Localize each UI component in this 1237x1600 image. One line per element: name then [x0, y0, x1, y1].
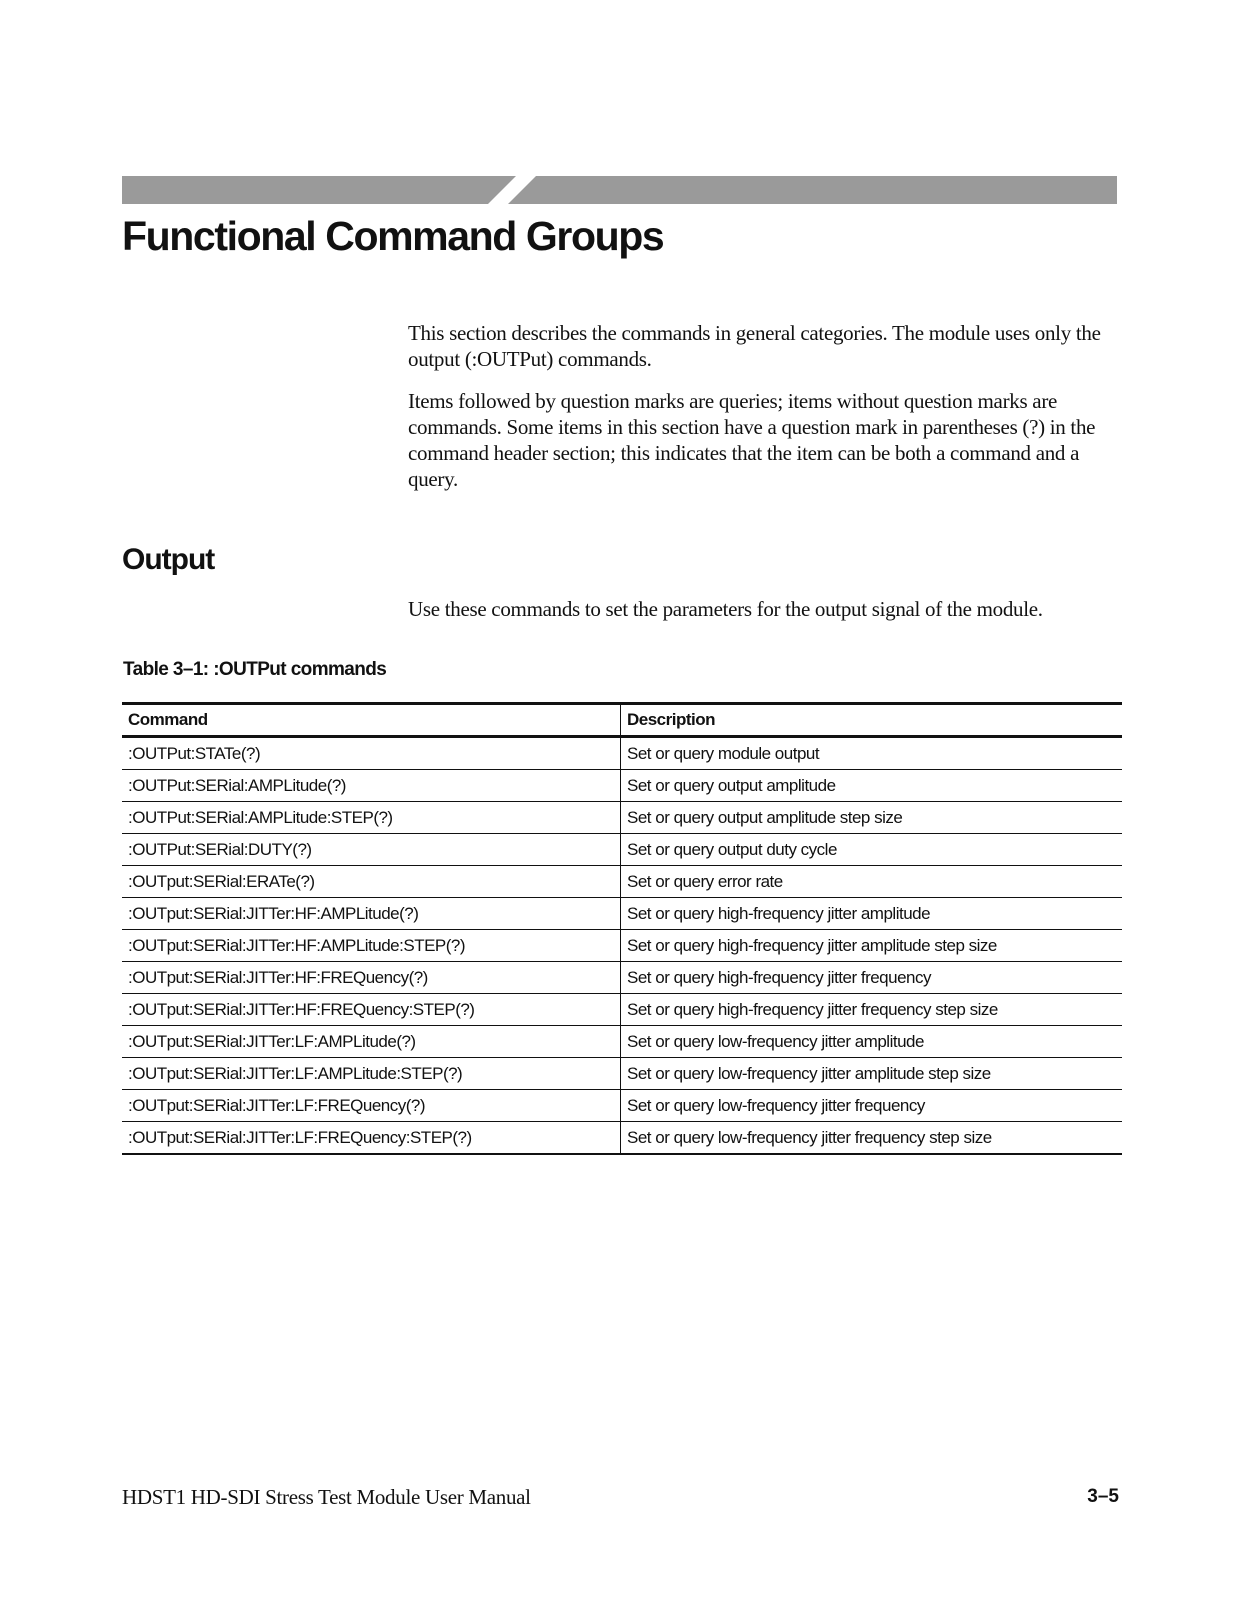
table-row	[122, 962, 1122, 994]
description-cell: Set or query high-frequency jitter amplitude	[627, 903, 931, 923]
description-cell: Set or query high-frequency jitter frequency	[627, 967, 932, 987]
description-cell: Set or query high-frequency jitter frequency step size	[627, 999, 998, 1019]
description-cell: Set or query error rate	[627, 871, 783, 891]
table-row	[122, 802, 1122, 834]
table-row	[122, 994, 1122, 1026]
intro-paragraph: Items followed by question marks are queries; items without question marks are commands. Some items in this section have a question mark in parentheses (?) in the command header section; this indicates that the item can be both a command and a query.	[408, 389, 1096, 491]
command-cell: :OUTput:SERial:JITTer:LF:FREQuency:STEP(?)	[122, 1122, 621, 1155]
description-cell: Set or query output amplitude	[627, 775, 836, 795]
table-row	[122, 1122, 1122, 1155]
description-cell: Set or query low-frequency jitter frequency step size	[627, 1127, 992, 1147]
footer-manual-title: HDST1 HD-SDI Stress Test Module User Manual	[122, 1485, 531, 1509]
table-row	[122, 898, 1122, 930]
section-description: Use these commands to set the parameters for the output signal of the module.	[408, 597, 1043, 621]
page-title: Functional Command Groups	[122, 213, 664, 259]
footer-page-number: 3–5	[1087, 1486, 1119, 1507]
table-caption: Table 3–1: :OUTPut commands	[123, 659, 387, 680]
description-cell: Set or query module output	[627, 743, 820, 763]
command-cell: :OUTput:SERial:JITTer:LF:FREQuency(?)	[122, 1090, 621, 1122]
description-cell: Set or query low-frequency jitter amplitude	[627, 1031, 924, 1051]
intro-text	[408, 320, 1120, 508]
table-row	[122, 930, 1122, 962]
section-title: Output	[122, 543, 215, 576]
table-row	[122, 1058, 1122, 1090]
command-cell: :OUTPut:STATe(?)	[122, 737, 621, 770]
description-cell: Set or query low-frequency jitter amplitude step size	[627, 1063, 991, 1083]
table-row	[122, 737, 1122, 770]
command-cell: :OUTput:SERial:JITTer:HF:FREQuency(?)	[122, 962, 621, 994]
command-cell: :OUTput:SERial:JITTer:HF:AMPLitude(?)	[122, 898, 621, 930]
command-cell: :OUTput:SERial:JITTer:LF:AMPLitude(?)	[122, 1026, 621, 1058]
table-row	[122, 1090, 1122, 1122]
output-commands-table	[122, 702, 1122, 1155]
command-cell: :OUTput:SERial:JITTer:HF:AMPLitude:STEP(?)	[122, 930, 621, 962]
description-cell: Set or query output amplitude step size	[627, 807, 903, 827]
command-cell: :OUTput:SERial:ERATe(?)	[122, 866, 621, 898]
command-cell: :OUTput:SERial:JITTer:HF:FREQuency:STEP(?)	[122, 994, 621, 1026]
table-header-row	[122, 704, 1122, 737]
command-cell: :OUTPut:SERial:DUTY(?)	[122, 834, 621, 866]
table-row	[122, 770, 1122, 802]
description-cell: Set or query high-frequency jitter amplitude step size	[627, 935, 997, 955]
header-description: Description	[627, 710, 716, 729]
command-cell: :OUTput:SERial:JITTer:LF:AMPLitude:STEP(?)	[122, 1058, 621, 1090]
table-row	[122, 834, 1122, 866]
table-row	[122, 1026, 1122, 1058]
header-command: Command	[122, 704, 621, 737]
command-cell: :OUTPut:SERial:AMPLitude:STEP(?)	[122, 802, 621, 834]
chapter-banner	[122, 176, 1117, 204]
description-cell: Set or query output duty cycle	[627, 839, 837, 859]
banner-slash-decoration	[488, 176, 536, 204]
command-cell: :OUTPut:SERial:AMPLitude(?)	[122, 770, 621, 802]
description-cell: Set or query low-frequency jitter frequency	[627, 1095, 925, 1115]
intro-paragraph: This section describes the commands in general categories. The module uses only the output (:OUTPut) commands.	[408, 321, 1101, 371]
table-row	[122, 866, 1122, 898]
